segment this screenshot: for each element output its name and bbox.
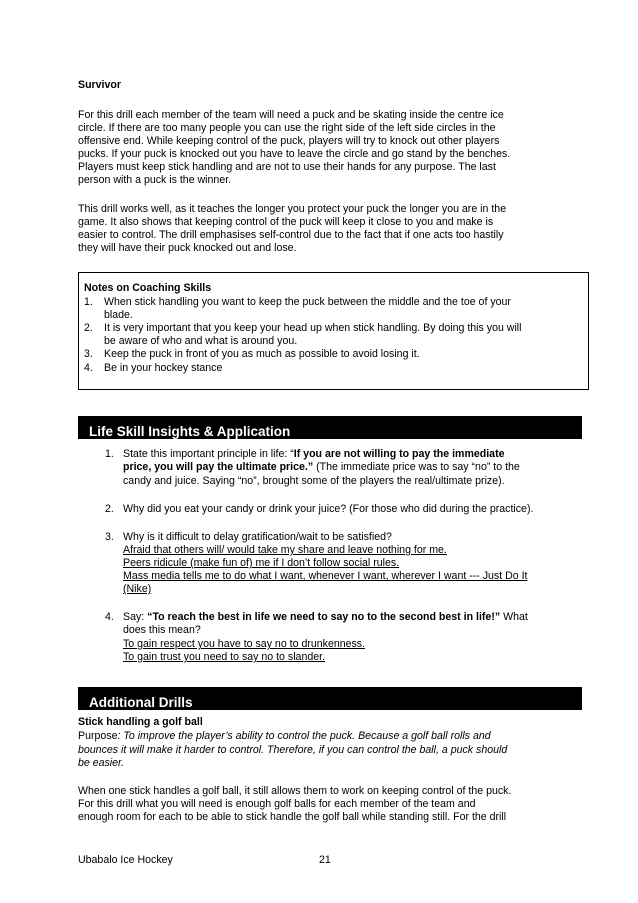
text-line: enough room for each to be able to stick handle the golf ball while standing still. For the drill — [78, 811, 507, 823]
answer-line: To gain respect you have to say no to drunkenness. — [123, 638, 366, 650]
notes-item-number: 1. — [84, 296, 93, 308]
drill-subtitle: Stick handling a golf ball — [78, 716, 203, 728]
text-line: circle. If there are too many people you can use the right side of the left side circles in the — [78, 122, 496, 134]
question-text: (The immediate price was to say “no” to the — [313, 461, 520, 473]
notes-item-text: blade. — [104, 309, 133, 321]
purpose-line-1 — [78, 730, 491, 743]
life-skill-heading: Life Skill Insights & Application — [82, 420, 316, 439]
text-line: person with a puck is the winner. — [78, 174, 232, 186]
purpose-label: Purpose — [78, 730, 118, 742]
purpose-text: : To improve the player’s ability to control the puck. Because a golf ball rolls and — [117, 730, 491, 742]
text-line: offensive end. While keeping control of the puck, players will try to knock out other players — [78, 135, 500, 147]
notes-item-text: be aware of who and what is around you. — [104, 335, 298, 347]
quote-bold: “To reach the best in life we need to say no to the second best in life!” — [147, 611, 501, 623]
text-line: Players must keep stick handling and are not to use their hands for any purpose. The last — [78, 161, 496, 173]
notes-item-number: 2. — [84, 322, 93, 334]
footer-title: Ubabalo Ice Hockey — [78, 854, 173, 866]
notes-item-text: Be in your hockey stance — [104, 362, 223, 374]
text-line: For this drill what you will need is enough golf balls for each member of the team and — [78, 798, 476, 810]
principle-bold: If you are not willing to pay the immediate — [293, 448, 505, 460]
text-line: they will have their puck knocked out and lose. — [78, 242, 297, 254]
answer-line: Mass media tells me to do what I want, whenever I want, wherever I want --- Just Do It — [123, 570, 528, 582]
text-line: For this drill each member of the team will need a puck and be skating inside the centre ice — [78, 109, 504, 121]
question-number: 4. — [105, 611, 114, 623]
life-skill-heading-bar — [78, 416, 582, 439]
text-line: When one stick handles a golf ball, it still allows them to work on keeping control of the puck. — [78, 785, 512, 797]
additional-drills-heading-bar — [78, 687, 582, 710]
page-number: 21 — [319, 854, 331, 866]
section-title-survivor: Survivor — [78, 79, 121, 91]
question-1-line-2 — [123, 461, 520, 474]
question-number: 3. — [105, 531, 114, 543]
notes-title: Notes on Coaching Skills — [84, 282, 212, 294]
purpose-line: be easier. — [78, 757, 125, 769]
text-line: This drill works well, as it teaches the longer you protect your puck the longer you are in the — [78, 203, 507, 215]
notes-item-number: 4. — [84, 362, 93, 374]
question-text: State this important principle in life: “ — [123, 448, 294, 460]
answer-line: Afraid that others will/ would take my share and leave nothing for me. — [123, 544, 447, 556]
additional-drills-heading: Additional Drills — [82, 691, 212, 710]
answer-line: (Nike) — [123, 583, 152, 595]
question-4-line-1 — [123, 611, 528, 624]
question-number: 1. — [105, 448, 114, 460]
question-4-line-2: does this mean? — [123, 624, 201, 636]
question-1-line-1 — [123, 448, 505, 461]
question-text: Say: — [123, 611, 148, 623]
answer-line: Peers ridicule (make fun of) me if I don’t follow social rules. — [123, 557, 400, 569]
heading-tab — [82, 420, 316, 439]
heading-tab — [82, 691, 212, 710]
notes-item-text: When stick handling you want to keep the puck between the middle and the toe of your — [104, 296, 511, 308]
text-line: pucks. If your puck is knocked out you have to leave the circle and go stand by the benches. — [78, 148, 511, 160]
question-3-text: Why is it difficult to delay gratification/wait to be satisfied? — [123, 531, 392, 543]
answer-line: To gain trust you need to say no to slander. — [123, 651, 325, 663]
notes-item-text: It is very important that you keep your head up when stick handling. By doing this you will — [104, 322, 522, 334]
text-line: game. It also shows that keeping control of the puck will keep it close to you and make is — [78, 216, 494, 228]
question-text: What — [500, 611, 528, 623]
text-line: easier to control. The drill emphasises self-control due to the fact that if one acts too hastily — [78, 229, 504, 241]
question-1-line-3: candy and juice. Saying “no”, brought some of the players the real/ultimate prize). — [123, 475, 505, 487]
purpose-line: bounces it will make it harder to control. Therefore, if you can control the ball, a puck should — [78, 744, 508, 756]
notes-item-number: 3. — [84, 348, 93, 360]
question-2-text: Why did you eat your candy or drink your juice? (For those who did during the practice). — [123, 503, 534, 515]
question-number: 2. — [105, 503, 114, 515]
principle-bold: price, you will pay the ultimate price.” — [123, 461, 314, 473]
notes-item-text: Keep the puck in front of you as much as possible to avoid losing it. — [104, 348, 420, 360]
